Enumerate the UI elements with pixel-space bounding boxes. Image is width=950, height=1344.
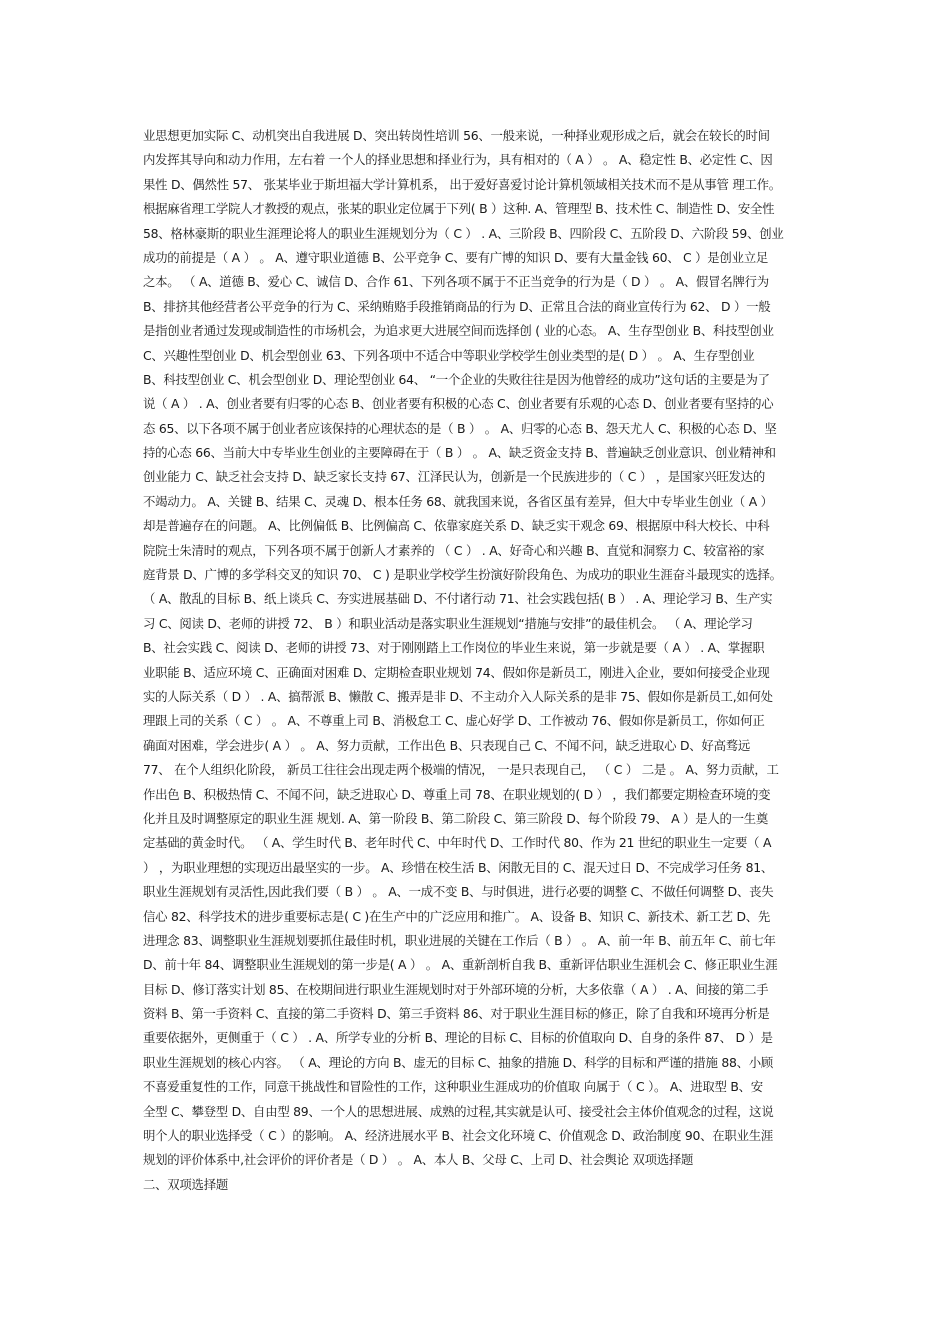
text-line: 实的人际关系（ D ） . A、搞帮派 B、懒散 C、搬弄是非 D、不主动介入人际关系的是非 75、假如你是新员工,如何处: [143, 688, 773, 704]
text-line: 77、 在个人组织化阶段， 新员工往往会出现走两个极端的情况， 一是只表现自己， （ C ） 二是 。 A、努力贡献，工: [143, 762, 779, 778]
text-line: B、排挤其他经营者公平竞争的行为 C、采纳贿赂手段推销商品的行为 D、正常且合法的商业宣传行为 62、 D ）一般: [143, 298, 771, 314]
text-line: 确面对困难，学会进步( A ） 。 A、努力贡献，工作出色 B、只表现自己 C、不闻不问，缺乏进取心 D、好高骛远: [143, 737, 750, 753]
text-line: 进理念 83、调整职业生涯规划要抓住最佳时机，职业进展的关键在工作后（ B ） 。 A、前一年 B、前五年 C、前七年: [143, 932, 776, 948]
text-line: 果性 D、偶然性 57、 张某毕业于斯坦福大学计算机系， 出于爱好喜爱讨论计算机领域相关技术而不是从事管 理工作。: [143, 176, 781, 192]
text-line: 却是普遍存在的问题。 A、比例偏低 B、比例偏高 C、依靠家庭关系 D、缺乏实干观念 69、根据原中科大校长、中科: [143, 518, 770, 534]
text-line: 定基础的黄金时代。 （ A、学生时代 B、老年时代 C、中年时代 D、工作时代 80、作为 21 世纪的职业生一定要（ A: [143, 835, 772, 851]
text-line: 职业生涯规划的核心内容。 （ A、理论的方向 B、虚无的目标 C、抽象的措施 D、科学的目标和严谨的措施 88、小顾: [143, 1054, 774, 1070]
text-line: ） ，为职业理想的实现迈出最坚实的一步。 A、珍惜在校生活 B、闲散无目的 C、混天过日 D、不完成学习任务 81、: [143, 859, 774, 875]
text-line: 职业生涯规划有灵活性,因此我们要（ B ） 。 A、一成不变 B、与时俱进，进行必要的调整 C、不做任何调整 D、丧失: [143, 884, 774, 900]
text-line: 院院士朱清时的观点，下列各项不属于创新人才素养的 （ C ） . A、好奇心和兴趣 B、直觉和洞察力 C、较富裕的家: [143, 542, 765, 558]
text-line: 态 65、以下各项不属于创业者应该保持的心理状态的是（ B ） 。 A、归零的心态 B、怨天尤人 C、积极的心态 D、坚: [143, 420, 777, 436]
text-line: 58、格林豪斯的职业生涯理论将人的职业生涯规划分为（ C ） . A、三阶段 B、四阶段 C、五阶段 D、六阶段 59、创业: [143, 225, 784, 241]
text-line: 资料 B、第一手资料 C、直接的第二手资料 D、第三手资料 86、对于职业生涯目标的修正，除了自我和环境再分析是: [143, 1006, 770, 1022]
text-line: 规划的评价体系中,社会评价的评价者是（ D ） 。 A、本人 B、父母 C、上司 D、社会舆论 双项选择题: [143, 1152, 694, 1168]
text-line: 明个人的职业选择受（ C ）的影响。 A、经济进展水平 B、社会文化环境 C、价值观念 D、政治制度 90、在职业生涯: [143, 1128, 773, 1144]
text-line: 是指创业者通过发现或制造性的市场机会，为追求更大进展空间而选择创 ( 业的心态。 A、生存型创业 B、科技型创业: [143, 323, 774, 339]
text-line: 目标 D、修订落实计划 85、在校期间进行职业生涯规划时对于外部环境的分析，大多依靠（ A ） . A、间接的第二手: [143, 981, 769, 997]
text-line: 持的心态 66、当前大中专毕业生创业的主要障碍在于（ B ） 。 A、缺乏资金支持 B、普遍缺乏创业意识、创业精神和: [143, 445, 776, 461]
text-line: 不喜爱重复性的工作，同意干挑战性和冒险性的工作，这种职业生涯成功的价值取 向属于（ C ）。 A、进取型 B、安: [143, 1079, 763, 1095]
text-line: B、社会实践 C、阅读 D、老师的讲授 73、对于刚刚踏上工作岗位的毕业生来说，第一步就是要（ A ） . A、掌握职: [143, 640, 765, 656]
text-line: C、兴趣性型创业 D、机会型创业 63、下列各项中不适合中等职业学校学生创业类型的是( D ） 。 A、生存型创业: [143, 347, 755, 363]
text-line: （ A、散乱的目标 B、纸上谈兵 C、夯实进展基础 D、不付诸行动 71、社会实践包括( B ） . A、理论学习 B、生产实: [143, 591, 773, 607]
text-line: 根据麻省理工学院人才教授的观点，张某的职业定位属于下列( B ）这种. A、管理型 B、技术性 C、制造性 D、安全性: [143, 201, 775, 217]
text-line: 内发挥其导向和动力作用，左右着 一个人的择业思想和择业行为，具有相对的（ A ） 。 A、稳定性 B、必定性 C、因: [143, 152, 773, 168]
text-line: 作出色 B、积极热情 C、不闻不问，缺乏进取心 D、尊重上司 78、在职业规划的( D ） ，我们都要定期检查环境的变: [143, 786, 771, 802]
text-line: B、科技型创业 C、机会型创业 D、理论型创业 64、 “一个企业的失败往往是因为他曾经的成功”这句话的主要是为了: [143, 371, 770, 387]
text-line: 业职能 B、适应环境 C、正确面对困难 D、定期检查职业规划 74、假如你是新员工，刚进入企业，要如何接受企业现: [143, 664, 770, 680]
text-line: 信心 82、科学技术的进步重要标志是( C )在生产中的广泛应用和推广。 A、设备 B、知识 C、新技术、新工艺 D、先: [143, 908, 771, 924]
text-line: 理跟上司的关系（ C ） 。 A、不尊重上司 B、消极怠工 C、虚心好学 D、工作被动 76、假如你是新员工，你如何正: [143, 713, 765, 729]
text-line: 创业能力 C、缺乏社会支持 D、缺乏家长支持 67、江泽民认为，创新是一个民族进步的（ C ） ，是国家兴旺发达的: [143, 469, 765, 485]
text-line: 业思想更加实际 C、动机突出自我进展 D、突出转岗性培训 56、一般来说，一种择业观形成之后，就会在较长的时间: [143, 128, 770, 143]
text-line: 习 C、阅读 D、老师的讲授 72、 B ）和职业活动是落实职业生涯规划“措施与安排”的最佳机会。 （ A、理论学习: [143, 615, 753, 631]
text-line: 重要依据外，更侧重于（ C ） . A、所学专业的分析 B、理论的目标 C、目标的价值取向 D、自身的条件 87、 D ）是: [143, 1030, 773, 1046]
text-line: 成功的前提是（ A ） 。 A、遵守职业道德 B、公平竞争 C、要有广博的知识 D、要有大量金钱 60、 C ）是创业立足: [143, 249, 768, 265]
text-line: 说（ A ） . A、创业者要有归零的心态 B、创业者要有积极的心态 C、创业者要有乐观的心态 D、创业者要有坚持的心: [143, 396, 774, 412]
text-line: 不竭动力。 A、关键 B、结果 C、灵魂 D、根本任务 68、就我国来说，各省区虽有差异，但大中专毕业生创业（ A ）: [143, 493, 773, 509]
text-line: 庭背景 D、广博的多学科交叉的知识 70、 C ) 是职业学校学生扮演好阶段角色、为成功的职业生涯奋斗最现实的选择。: [143, 567, 782, 583]
text-line: 之本。 （ A、道德 B、爱心 C、诚信 D、合作 61、下列各项不属于不正当竞争的行为是（ D ） 。 A、假冒名牌行为: [143, 274, 769, 290]
text-line: 化并且及时调整原定的职业生涯 规划. A、第一阶段 B、第二阶段 C、第三阶段 D、每个阶段 79、 A ）是人的一生奠: [143, 810, 769, 826]
text-line: 全型 C、攀登型 D、自由型 89、一个人的思想进展、成熟的过程,其实就是认可、接受社会主体价值观念的过程，这说: [143, 1103, 774, 1119]
text-line: 二、双项选择题: [143, 1176, 228, 1192]
document-body: [143, 124, 815, 1197]
text-line: D、前十年 84、调整职业生涯规划的第一步是( A ） 。 A、重新剖析自我 B、重新评估职业生涯机会 C、修正职业生涯: [143, 957, 778, 973]
